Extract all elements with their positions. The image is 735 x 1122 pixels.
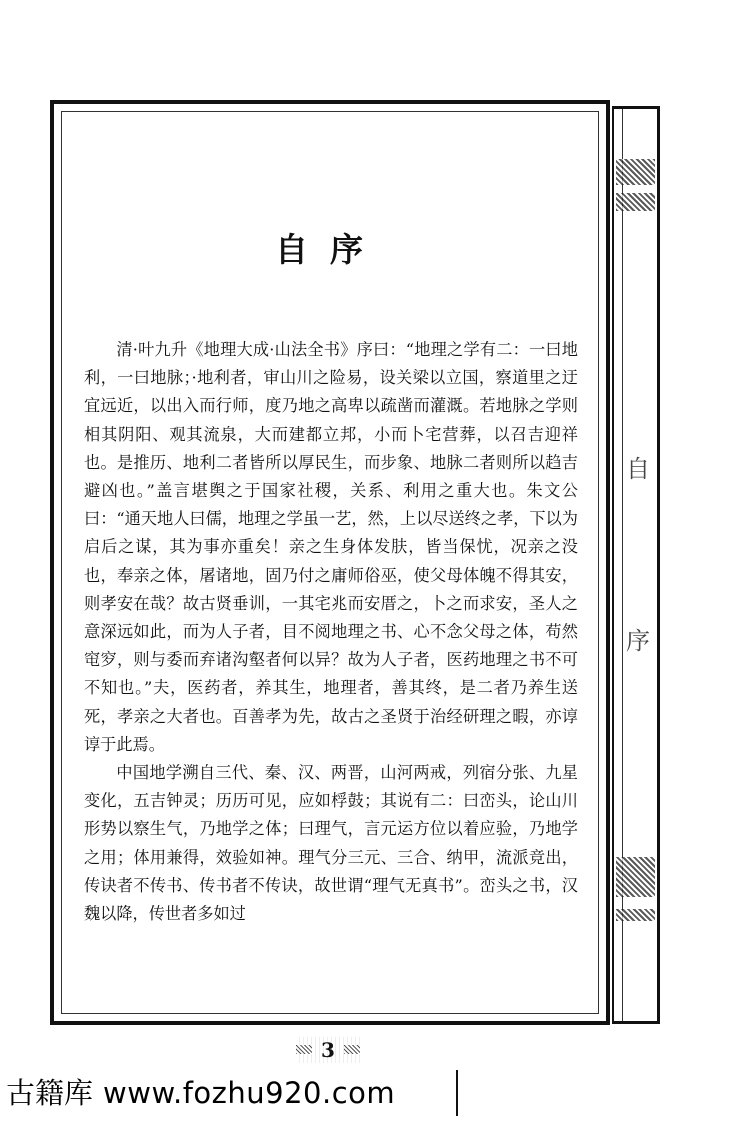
watermark-url: www.fozhu920.com <box>103 1076 396 1110</box>
side-tab-ornament-top-2 <box>616 193 655 211</box>
side-tab-ornament-top <box>616 159 655 185</box>
page-frame <box>50 100 610 1025</box>
paragraph-2: 中国地学溯自三代、秦、汉、两晋，山河两戒，列宿分张、九星变化，五吉钟灵；历历可见，应如桴鼓；其说有二：曰峦头，论山川形势以察生气，乃地学之体；曰理气，言元运方位以着应验，乃地学之用；体用兼得，效验如神。理气分三元、三合、纳甲，流派竞出，传诀者不传书、传书者不传诀，故世谓“理气无真书”。峦头之书，汉魏以降，传世者多如过 <box>84 763 578 924</box>
side-tab-char-2: 序 <box>626 627 650 655</box>
body-text <box>84 336 578 928</box>
watermark <box>0 1070 458 1116</box>
side-tab-ornament-bottom-2 <box>616 909 655 921</box>
page-title: 自序 <box>275 230 385 269</box>
side-tab-ornament-bottom <box>616 857 655 897</box>
paragraph-1: 清·叶九升《地理大成·山法全书》序曰：“地理之学有二：一曰地利，一曰地脉；·地利者，审山川之险易，设关梁以立国，察道里之迂宜远近，以出入而行师，度乃地之高卑以疏凿而灌溉。若地脉之学则相其阴阳、观其流泉，大而建都立邦，小而卜宅营葬，以召吉迎祥也。是推历、地利二者皆所以厚民生，而步象、地脉二者则所以趋吉避凶也。”盖言堪舆之于国家社稷，关系、利用之重大也。朱文公曰：“通天地人曰儒，地理之学虽一艺，然，上以尽送终之孝，下以为启后之谋，其为事亦重矣！亲之生身体发肤，皆当保忧，况亲之没也，奉亲之体，屠诸地，固乃付之庸师俗巫，使父母体魄不得其安，则孝安在哉？故古贤垂训，一其宅兆而安厝之，卜之而求安，圣人之意深远如此，而为人子者，目不阅地理之书、心不念父母之体，苟然窀穸，则与委而弃诸沟壑者何以异？故为人子者，医药地理之书不可不知也。”夫，医药者，养其生，地理者，善其终，是二者乃养生送死，孝亲之大者也。百善孝为先，故古之圣贤于治经研理之暇，亦谆谆于此焉。 <box>84 340 578 754</box>
side-tab <box>612 106 660 1024</box>
page-number: 3 <box>296 1037 360 1063</box>
inner-frame <box>61 111 599 1014</box>
watermark-site-name: 古籍库 <box>6 1076 94 1110</box>
side-tab-char-1: 自 <box>626 455 650 483</box>
